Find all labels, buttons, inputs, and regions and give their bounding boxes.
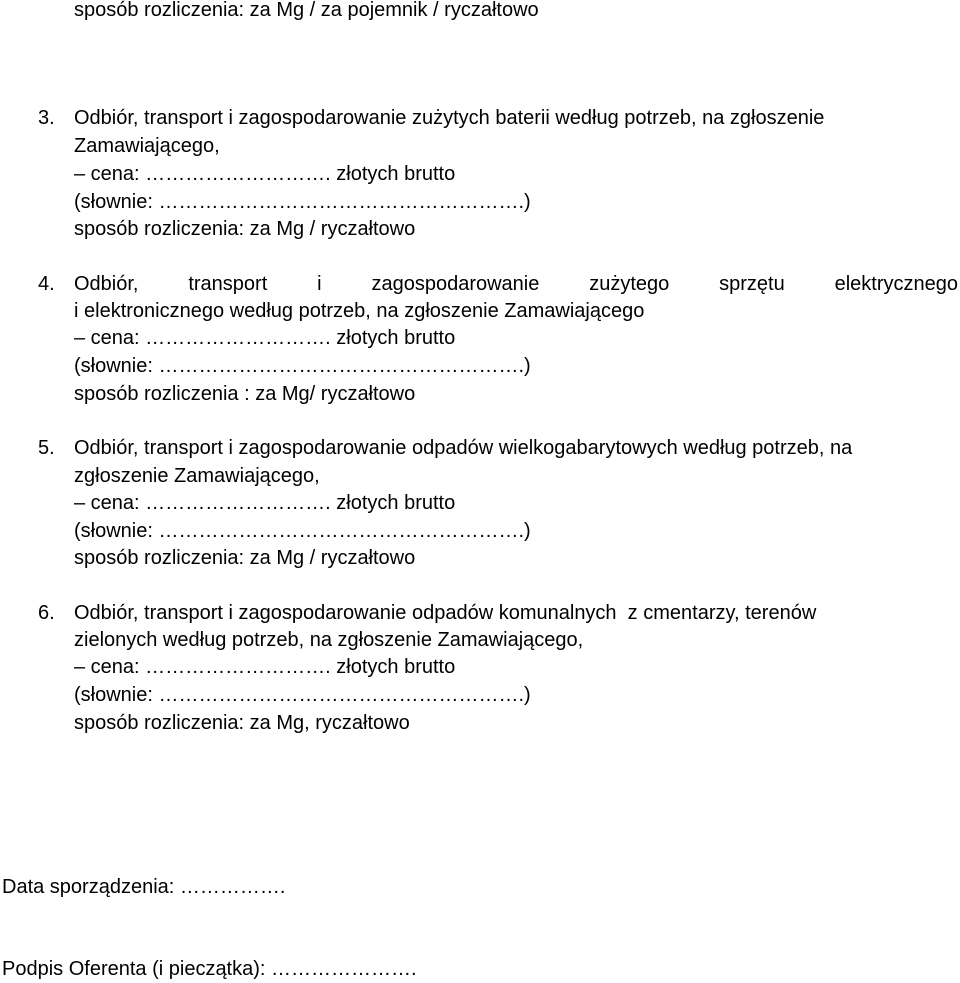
item-5-desc-line2: zgłoszenie Zamawiającego, bbox=[74, 465, 320, 487]
item-3-slownie: (słownie: ……………………………………………….) bbox=[74, 191, 531, 213]
item-3-cena: – cena: ………………………. złotych brutto bbox=[74, 163, 456, 185]
data-sporzadzenia: Data sporządzenia: ……………. bbox=[2, 876, 286, 898]
item-5-sposob: sposób rozliczenia: za Mg / ryczałtowo bbox=[74, 547, 416, 569]
item-4-word: sprzętu bbox=[719, 273, 785, 295]
item-5-slownie: (słownie: ……………………………………………….) bbox=[74, 520, 531, 542]
item-4-word: zagospodarowanie bbox=[371, 273, 540, 295]
item-4-word: i bbox=[317, 273, 322, 295]
item-6-cena: – cena: ………………………. złotych brutto bbox=[74, 656, 456, 678]
item-4-cena: – cena: ………………………. złotych brutto bbox=[74, 327, 456, 349]
item-5-cena: – cena: ………………………. złotych brutto bbox=[74, 492, 456, 514]
item-6-slownie: (słownie: ……………………………………………….) bbox=[74, 684, 531, 706]
item-6-sposob: sposób rozliczenia: za Mg, ryczałtowo bbox=[74, 712, 410, 734]
item-4-word: Odbiór, bbox=[74, 273, 139, 295]
item-3-sposob: sposób rozliczenia: za Mg / ryczałtowo bbox=[74, 218, 416, 240]
item-4-word: elektrycznego bbox=[834, 273, 958, 295]
item-4-slownie: (słownie: ……………………………………………….) bbox=[74, 355, 531, 377]
item-3-desc-line1: Odbiór, transport i zagospodarowanie zużytych baterii według potrzeb, na zgłoszenie bbox=[74, 107, 825, 129]
item-6-number: 6. bbox=[38, 602, 55, 624]
item-4-number: 4. bbox=[38, 273, 55, 295]
item-5-number: 5. bbox=[38, 437, 55, 459]
item-3-desc-line2: Zamawiającego, bbox=[74, 135, 220, 157]
item-5-desc-line1: Odbiór, transport i zagospodarowanie odpadów wielkogabarytowych według potrzeb, na bbox=[74, 437, 853, 459]
item-6-desc-line1: Odbiór, transport i zagospodarowanie odpadów komunalnych z cmentarzy, terenów bbox=[74, 602, 817, 624]
item-4-desc-line2: i elektronicznego według potrzeb, na zgłoszenie Zamawiającego bbox=[74, 300, 645, 322]
top-sposob-line: sposób rozliczenia: za Mg / za pojemnik / ryczałtowo bbox=[74, 0, 539, 21]
podpis-oferenta: Podpis Oferenta (i pieczątka): …………………. bbox=[2, 958, 417, 980]
item-3-number: 3. bbox=[38, 107, 55, 129]
item-4-sposob: sposób rozliczenia : za Mg/ ryczałtowo bbox=[74, 383, 416, 405]
item-4-word: transport bbox=[188, 273, 268, 295]
item-4-word: zużytego bbox=[589, 273, 670, 295]
item-6-desc-line2: zielonych według potrzeb, na zgłoszenie Zamawiającego, bbox=[74, 629, 584, 651]
item-4-desc-line1 bbox=[74, 272, 958, 296]
